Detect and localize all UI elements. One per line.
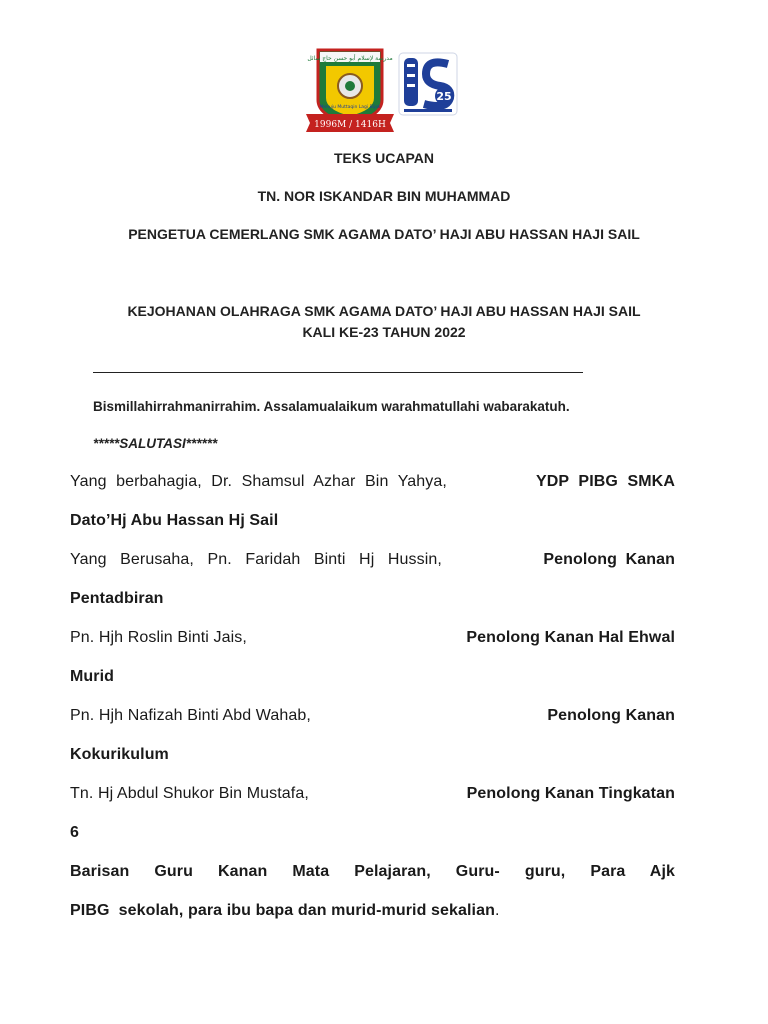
salutation-title: Penolong Kanan	[547, 707, 675, 724]
salutation-heading: *****SALUTASI******	[93, 436, 218, 451]
s25-badge-icon	[398, 52, 458, 116]
document-title: TEKS UCAPAN	[333, 150, 435, 166]
salutation-title-cont: Kokurikulum	[70, 746, 169, 763]
closing-line-2	[70, 891, 675, 930]
closing-period: .	[494, 902, 500, 919]
salutation-title-cont: Pentadbiran	[70, 590, 164, 607]
closing-line-2-text: PIBG sekolah, para ibu bapa dan murid-murid sekalian	[70, 902, 495, 919]
salutation-title-cont: Dato’Hj Abu Hassan Hj Sail	[70, 512, 279, 529]
salutation-name: Pn. Hjh Roslin Binti Jais,	[70, 629, 247, 646]
salutation-row	[70, 696, 675, 735]
salutation-title: YDP PIBG SMKA	[535, 473, 675, 490]
closing-line-1: Barisan Guru Kanan Mata Pelajaran, Guru- guru, Para Ajk	[70, 863, 675, 880]
salutation-name: Pn. Hjh Nafizah Binti Abd Wahab,	[70, 707, 311, 724]
salutation-name: Yang Berusaha, Pn. Faridah Binti Hj Hussin,	[70, 551, 442, 568]
salutation-name: Yang berbahagia, Dr. Shamsul Azhar Bin Yahya,	[70, 473, 447, 490]
separator-line	[93, 372, 583, 373]
event-line-1: KEJOHANAN OLAHRAGA SMK AGAMA DATO’ HAJI ABU HASSAN HAJI SAIL	[127, 303, 641, 319]
speaker-position: PENGETUA CEMERLANG SMK AGAMA DATO’ HAJI ABU HASSAN HAJI SAIL	[128, 226, 640, 242]
salutation-name: Tn. Hj Abdul Shukor Bin Mustafa,	[70, 785, 309, 802]
badge-number: 25	[436, 90, 452, 103]
school-crest-icon	[304, 44, 396, 132]
speaker-name: TN. NOR ISKANDAR BIN MUHAMMAD	[257, 188, 511, 204]
salutation-title: Penolong Kanan	[543, 551, 675, 568]
logo-area	[0, 42, 768, 132]
salutation-row	[70, 618, 675, 657]
event-line-2: KALI KE-23 TAHUN 2022	[302, 324, 466, 340]
salutation-title-cont: Murid	[70, 668, 115, 685]
crest-motto-text: Menuju Muttaqin Lagi Bijak	[319, 105, 381, 110]
opening-greeting: Bismillahirrahmanirrahim. Assalamualaikum warahmatullahi wabarakatuh.	[93, 399, 570, 414]
salutation-row	[70, 540, 675, 579]
salutation-list	[70, 462, 675, 930]
salutation-title-cont: 6	[70, 824, 79, 841]
salutation-row	[70, 462, 675, 501]
salutation-row	[70, 774, 675, 813]
salutation-title: Penolong Kanan Hal Ehwal	[466, 629, 675, 646]
crest-banner-text: 1996M / 1416H	[314, 120, 386, 130]
crest-arabic-text: مدرسة لإسلام أبو حسن حاج سائل	[307, 55, 393, 62]
salutation-title: Penolong Kanan Tingkatan	[466, 785, 675, 802]
